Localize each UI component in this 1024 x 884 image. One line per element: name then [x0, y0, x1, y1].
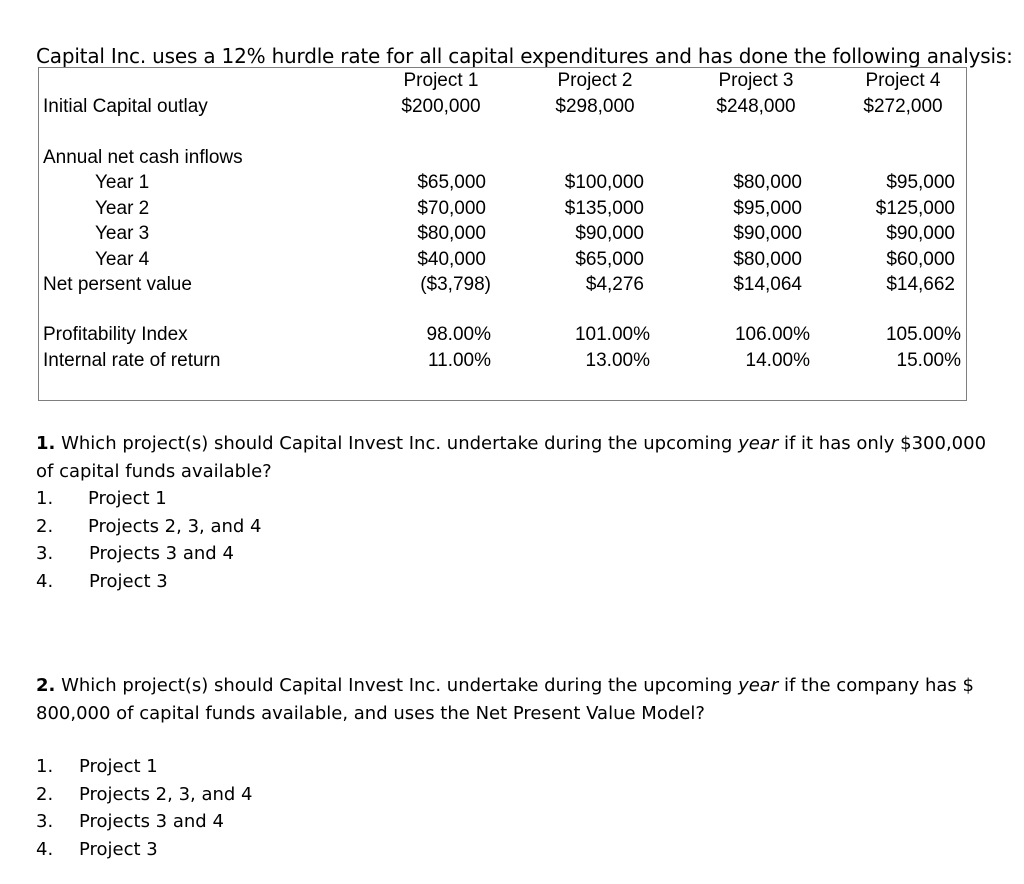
option-number: 2.: [36, 516, 54, 537]
year-label: Year 3: [95, 223, 150, 244]
pi-label: Profitability Index: [43, 324, 188, 345]
cash-inflow-value: $125,000: [875, 198, 955, 219]
option-number: 3.: [36, 543, 54, 564]
pi-value: 98.00%: [426, 324, 491, 345]
option-number: 4.: [36, 571, 54, 592]
cash-inflow-value: $90,000: [886, 223, 955, 244]
annual-inflows-label: Annual net cash inflows: [43, 147, 243, 168]
cash-inflow-value: $65,000: [417, 172, 486, 193]
question-1-emphasis: year: [738, 433, 779, 454]
option-number: 1.: [36, 756, 54, 777]
option-number: 3.: [36, 811, 54, 832]
question-1-text-a: Which project(s) should Capital Invest Inc. undertake during the upcoming: [55, 433, 739, 454]
irr-value: 11.00%: [427, 350, 491, 371]
option-text: Projects 3 and 4: [89, 543, 234, 564]
intro-text: Capital Inc. uses a 12% hurdle rate for all capital expenditures and has done the following analysis:: [36, 44, 1013, 68]
irr-label: Internal rate of return: [43, 350, 221, 371]
question-1-text-b: if it has only $300,000 of capital funds available?: [36, 433, 987, 482]
question-2: [36, 672, 996, 728]
option-text: Projects 3 and 4: [79, 811, 224, 832]
option-text: Projects 2, 3, and 4: [79, 784, 253, 805]
cash-inflow-value: $60,000: [886, 249, 955, 270]
cash-inflow-value: $80,000: [733, 172, 802, 193]
initial-outlay-label: Initial Capital outlay: [43, 96, 208, 117]
option-text: Project 3: [89, 571, 168, 592]
question-2-text-a: Which project(s) should Capital Invest Inc. undertake during the upcoming: [55, 675, 739, 696]
npv-value: $14,662: [886, 274, 955, 295]
initial-outlay-value: $298,000: [555, 96, 635, 117]
irr-value: 14.00%: [745, 350, 810, 371]
cash-inflow-value: $65,000: [575, 249, 644, 270]
cash-inflow-value: $90,000: [575, 223, 644, 244]
option-text: Projects 2, 3, and 4: [88, 516, 262, 537]
cash-inflow-value: $80,000: [417, 223, 486, 244]
initial-outlay-value: $248,000: [716, 96, 796, 117]
cash-inflow-value: $100,000: [564, 172, 644, 193]
cash-inflow-value: $90,000: [733, 223, 802, 244]
year-label: Year 2: [95, 198, 150, 219]
cash-inflow-value: $80,000: [733, 249, 802, 270]
question-2-emphasis: year: [738, 675, 779, 696]
cash-inflow-value: $95,000: [733, 198, 802, 219]
project-2-header: Project 2: [557, 70, 633, 91]
cash-inflow-value: $70,000: [417, 198, 486, 219]
pi-value: 106.00%: [734, 324, 810, 345]
cash-inflow-value: $95,000: [886, 172, 955, 193]
year-label: Year 4: [95, 249, 150, 270]
option-number: 1.: [36, 488, 54, 509]
irr-value: 15.00%: [896, 350, 961, 371]
project-3-header: Project 3: [718, 70, 794, 91]
option-text: Project 1: [79, 756, 158, 777]
cash-inflow-value: $135,000: [564, 198, 644, 219]
option-number: 2.: [36, 784, 54, 805]
question-1-number: 1.: [36, 433, 56, 454]
option-text: Project 3: [79, 839, 158, 860]
npv-label: Net persent value: [43, 274, 192, 295]
project-4-header: Project 4: [865, 70, 941, 91]
question-2-text-b: if the company has $ 800,000 of capital funds available, and uses the Net Present Value Model?: [36, 675, 974, 724]
question-2-number: 2.: [36, 675, 56, 696]
option-text: Project 1: [88, 488, 167, 509]
npv-value: ($3,798): [420, 274, 491, 295]
irr-value: 13.00%: [585, 350, 650, 371]
npv-value: $4,276: [585, 274, 644, 295]
cash-inflow-value: $40,000: [417, 249, 486, 270]
question-1: [36, 430, 996, 486]
pi-value: 105.00%: [885, 324, 961, 345]
option-number: 4.: [36, 839, 54, 860]
year-label: Year 1: [95, 172, 150, 193]
project-1-header: Project 1: [403, 70, 479, 91]
initial-outlay-value: $272,000: [863, 96, 943, 117]
npv-value: $14,064: [733, 274, 802, 295]
initial-outlay-value: $200,000: [401, 96, 481, 117]
pi-value: 101.00%: [574, 324, 650, 345]
